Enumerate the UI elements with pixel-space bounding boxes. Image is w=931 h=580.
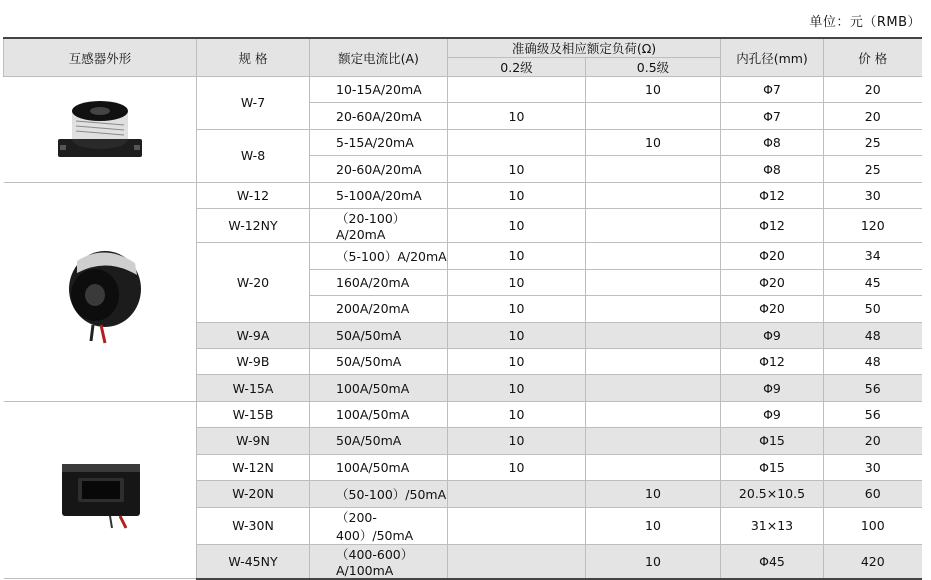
price-cell: 30: [824, 454, 922, 480]
accuracy-02-cell: [448, 507, 586, 544]
accuracy-02-cell: [448, 544, 586, 579]
ratio-cell: （200-400）/50mA: [310, 507, 448, 544]
ratio-cell: 100A/50mA: [310, 454, 448, 480]
price-cell: 100: [824, 507, 922, 544]
hole-diameter-cell: Φ7: [721, 103, 824, 129]
accuracy-05-cell: [586, 156, 721, 182]
accuracy-05-cell: [586, 454, 721, 480]
table-row: [4, 182, 922, 208]
accuracy-05-cell: [586, 296, 721, 322]
accuracy-02-cell: 10: [448, 243, 586, 269]
price-cell: 30: [824, 182, 922, 208]
hole-diameter-cell: Φ8: [721, 129, 824, 155]
accuracy-05-cell: [586, 103, 721, 129]
ratio-cell: （5-100）A/20mA: [310, 243, 448, 269]
hole-diameter-cell: Φ9: [721, 375, 824, 401]
model-cell: W-9B: [197, 348, 310, 374]
accuracy-02-cell: 10: [448, 156, 586, 182]
accuracy-02-cell: [448, 481, 586, 507]
ratio-cell: （50-100）/50mA: [310, 481, 448, 507]
accuracy-05-cell: [586, 428, 721, 454]
price-cell: 420: [824, 544, 922, 579]
accuracy-02-cell: 10: [448, 348, 586, 374]
hole-diameter-cell: Φ15: [721, 454, 824, 480]
price-cell: 34: [824, 243, 922, 269]
accuracy-02-cell: 10: [448, 269, 586, 295]
price-cell: 25: [824, 129, 922, 155]
hole-diameter-cell: Φ15: [721, 428, 824, 454]
w20-transformer-icon: [55, 237, 145, 347]
model-cell: W-9N: [197, 428, 310, 454]
unit-label: 单位：元（RMB）: [809, 15, 921, 30]
hole-diameter-cell: Φ20: [721, 269, 824, 295]
ratio-cell: 20-60A/20mA: [310, 156, 448, 182]
hole-diameter-cell: Φ12: [721, 348, 824, 374]
price-cell: 56: [824, 375, 922, 401]
accuracy-05-cell: 10: [586, 507, 721, 544]
ratio-cell: 50A/50mA: [310, 348, 448, 374]
accuracy-05-cell: [586, 243, 721, 269]
price-cell: 20: [824, 428, 922, 454]
accuracy-05-cell: 10: [586, 129, 721, 155]
wn-transformer-photo: [4, 401, 197, 578]
header-accuracy: 准确级及相应额定负荷(Ω): [448, 38, 721, 58]
ratio-cell: 100A/50mA: [310, 375, 448, 401]
accuracy-02-cell: 10: [448, 428, 586, 454]
price-cell: 120: [824, 209, 922, 243]
model-cell: W-30N: [197, 507, 310, 544]
price-cell: 20: [824, 77, 922, 103]
hole-diameter-cell: Φ7: [721, 77, 824, 103]
ratio-cell: 20-60A/20mA: [310, 103, 448, 129]
w7-transformer-photo: [4, 77, 197, 183]
header-acc-05: 0.5级: [586, 58, 721, 77]
accuracy-02-cell: 10: [448, 322, 586, 348]
ratio-cell: 200A/20mA: [310, 296, 448, 322]
price-table-container: [3, 37, 921, 580]
hole-diameter-cell: Φ12: [721, 209, 824, 243]
price-cell: 48: [824, 348, 922, 374]
header-ratio: 额定电流比(A): [310, 38, 448, 77]
header-hole: 内孔径(mm): [721, 38, 824, 77]
ratio-cell: 50A/50mA: [310, 428, 448, 454]
price-cell: 48: [824, 322, 922, 348]
accuracy-02-cell: 10: [448, 375, 586, 401]
accuracy-05-cell: [586, 375, 721, 401]
ratio-cell: （20-100）A/20mA: [310, 209, 448, 243]
model-cell: W-12: [197, 182, 310, 208]
hole-diameter-cell: Φ45: [721, 544, 824, 579]
model-cell: W-12NY: [197, 209, 310, 243]
accuracy-02-cell: 10: [448, 454, 586, 480]
model-cell: W-20: [197, 243, 310, 322]
price-cell: 56: [824, 401, 922, 427]
ratio-cell: 10-15A/20mA: [310, 77, 448, 103]
accuracy-05-cell: [586, 348, 721, 374]
hole-diameter-cell: Φ20: [721, 296, 824, 322]
hole-diameter-cell: 20.5×10.5: [721, 481, 824, 507]
accuracy-02-cell: 10: [448, 209, 586, 243]
price-cell: 50: [824, 296, 922, 322]
header-price: 价 格: [824, 38, 922, 77]
ratio-cell: （400-600）A/100mA: [310, 544, 448, 579]
model-cell: W-15A: [197, 375, 310, 401]
model-cell: W-15B: [197, 401, 310, 427]
accuracy-05-cell: [586, 209, 721, 243]
price-cell: 20: [824, 103, 922, 129]
hole-diameter-cell: Φ9: [721, 322, 824, 348]
accuracy-05-cell: 10: [586, 77, 721, 103]
ratio-cell: 160A/20mA: [310, 269, 448, 295]
wn-transformer-icon: [50, 450, 150, 530]
hole-diameter-cell: 31×13: [721, 507, 824, 544]
hole-diameter-cell: Φ20: [721, 243, 824, 269]
hole-diameter-cell: Φ12: [721, 182, 824, 208]
w20-transformer-photo: [4, 182, 197, 401]
accuracy-05-cell: 10: [586, 481, 721, 507]
model-cell: W-8: [197, 129, 310, 182]
model-cell: W-7: [197, 77, 310, 130]
model-cell: W-45NY: [197, 544, 310, 579]
accuracy-02-cell: [448, 77, 586, 103]
accuracy-02-cell: 10: [448, 182, 586, 208]
table-row: [4, 401, 922, 427]
ratio-cell: 5-15A/20mA: [310, 129, 448, 155]
hole-diameter-cell: Φ9: [721, 401, 824, 427]
price-table-body: [4, 77, 922, 579]
accuracy-05-cell: 10: [586, 544, 721, 579]
model-cell: W-12N: [197, 454, 310, 480]
ratio-cell: 50A/50mA: [310, 322, 448, 348]
accuracy-02-cell: 10: [448, 401, 586, 427]
model-cell: W-9A: [197, 322, 310, 348]
accuracy-05-cell: [586, 269, 721, 295]
accuracy-05-cell: [586, 401, 721, 427]
header-shape: 互感器外形: [4, 38, 197, 77]
table-row: [4, 77, 922, 103]
price-table: [3, 37, 922, 580]
accuracy-05-cell: [586, 182, 721, 208]
accuracy-02-cell: 10: [448, 103, 586, 129]
hole-diameter-cell: Φ8: [721, 156, 824, 182]
header-spec: 规 格: [197, 38, 310, 77]
accuracy-02-cell: [448, 129, 586, 155]
price-cell: 45: [824, 269, 922, 295]
accuracy-05-cell: [586, 322, 721, 348]
accuracy-02-cell: 10: [448, 296, 586, 322]
ratio-cell: 100A/50mA: [310, 401, 448, 427]
w7-transformer-icon: [50, 89, 150, 169]
model-cell: W-20N: [197, 481, 310, 507]
price-cell: 25: [824, 156, 922, 182]
ratio-cell: 5-100A/20mA: [310, 182, 448, 208]
price-cell: 60: [824, 481, 922, 507]
header-acc-02: 0.2级: [448, 58, 586, 77]
